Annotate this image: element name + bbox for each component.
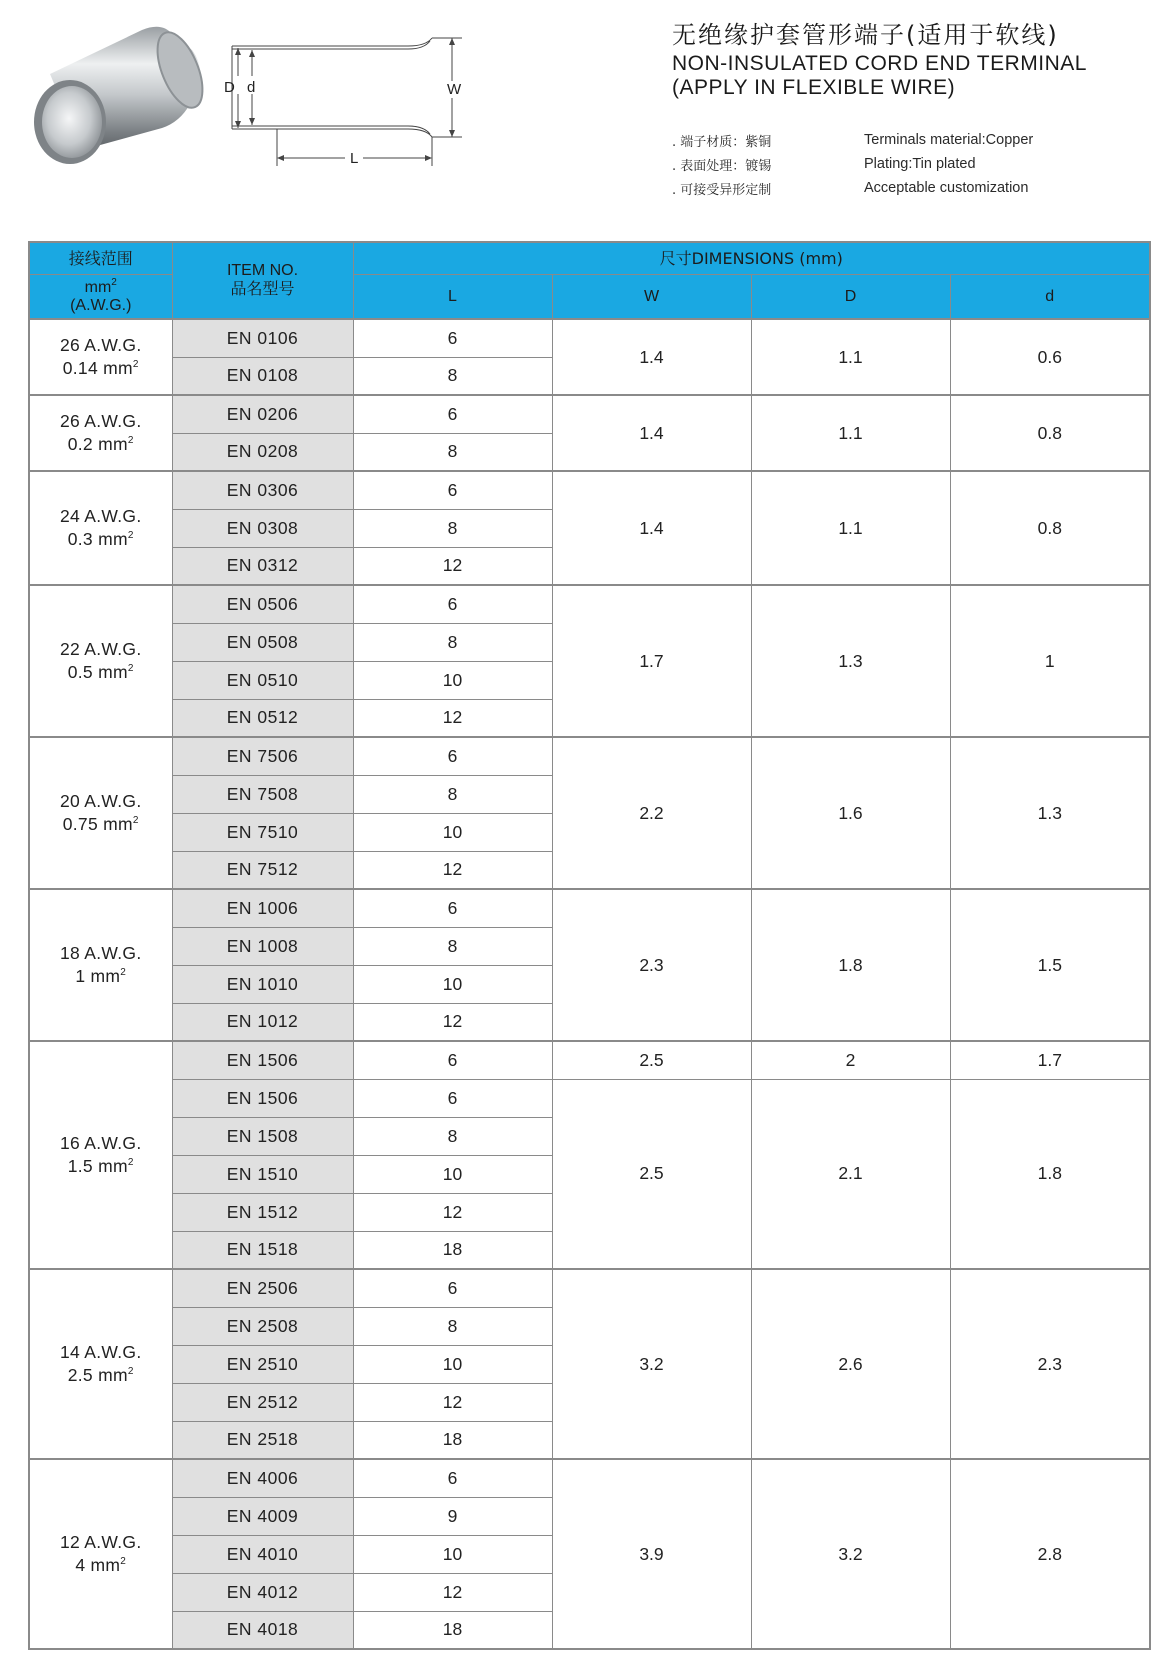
table-body (29, 319, 1150, 1649)
length-L-cell: 8 (353, 1307, 552, 1345)
outer-D-cell: 1.1 (751, 471, 950, 585)
title-english-line-2: (APPLY IN FLEXIBLE WIRE) (672, 76, 956, 99)
table-row (29, 1079, 1150, 1117)
outer-D-cell: 1.3 (751, 585, 950, 737)
mm-value: 1 mm (75, 966, 121, 986)
mm-label (30, 1554, 172, 1577)
inner-d-cell: 1.8 (950, 1079, 1150, 1269)
header-d: d (950, 275, 1150, 320)
header-D: D (751, 275, 950, 320)
length-L-cell: 6 (353, 471, 552, 509)
item-no-cell: EN 0208 (172, 433, 353, 471)
item-no-cell: EN 4010 (172, 1535, 353, 1573)
awg-label: 12 A.W.G. (60, 1532, 142, 1552)
length-L-cell: 8 (353, 927, 552, 965)
item-no-cell: EN 2510 (172, 1345, 353, 1383)
item-no-cell: EN 0108 (172, 357, 353, 395)
length-L-cell: 12 (353, 699, 552, 737)
item-no-cell: EN 7510 (172, 813, 353, 851)
item-no-cell: EN 1006 (172, 889, 353, 927)
length-L-cell: 8 (353, 357, 552, 395)
width-W-cell: 1.7 (552, 585, 751, 737)
wire-range-cell (29, 471, 172, 585)
length-L-cell: 10 (353, 813, 552, 851)
awg-label: 26 A.W.G. (60, 411, 142, 431)
length-L-cell: 10 (353, 661, 552, 699)
table-row (29, 395, 1150, 433)
width-W-cell: 3.2 (552, 1269, 751, 1459)
mm-superscript: 2 (127, 1366, 134, 1377)
label-L: L (350, 150, 359, 167)
wire-range-cell (29, 1041, 172, 1269)
mm-value: 0.5 mm (67, 662, 128, 682)
table-row (29, 471, 1150, 509)
mm-value: 2.5 mm (67, 1365, 128, 1385)
header-dimensions: 尺寸DIMENSIONS (mm) (353, 242, 1150, 275)
length-L-cell: 12 (353, 1193, 552, 1231)
length-L-cell: 8 (353, 509, 552, 547)
table-row (29, 1041, 1150, 1079)
label-D: D (224, 79, 235, 96)
item-no-cell: EN 1010 (172, 965, 353, 1003)
width-W-cell: 2.5 (552, 1041, 751, 1079)
header-item-zh: 品名型号 (230, 279, 295, 298)
item-no-cell: EN 0512 (172, 699, 353, 737)
item-no-cell: EN 0106 (172, 319, 353, 357)
item-no-cell: EN 0510 (172, 661, 353, 699)
wire-range-cell (29, 1269, 172, 1459)
wire-range-cell (29, 1459, 172, 1649)
mm-label (30, 813, 172, 836)
mm-superscript: 2 (127, 435, 134, 446)
wire-range-cell (29, 889, 172, 1041)
width-W-cell: 2.5 (552, 1079, 751, 1269)
mm-label (30, 1364, 172, 1387)
product-photo (22, 22, 202, 172)
awg-label: 16 A.W.G. (60, 1133, 142, 1153)
width-W-cell: 1.4 (552, 395, 751, 471)
item-no-cell: EN 0506 (172, 585, 353, 623)
outer-D-cell: 1.6 (751, 737, 950, 889)
outer-D-cell: 1.1 (751, 319, 950, 395)
mm-label (30, 357, 172, 380)
item-no-cell: EN 1506 (172, 1041, 353, 1079)
length-L-cell: 12 (353, 851, 552, 889)
length-L-cell: 10 (353, 1155, 552, 1193)
item-no-cell: EN 1008 (172, 927, 353, 965)
item-no-cell: EN 0206 (172, 395, 353, 433)
wire-range-cell (29, 395, 172, 471)
item-no-cell: EN 2518 (172, 1421, 353, 1459)
mm-superscript: 2 (127, 530, 134, 541)
length-L-cell: 8 (353, 433, 552, 471)
mm-superscript: 2 (132, 359, 139, 370)
header-W: W (552, 275, 751, 320)
awg-label: 22 A.W.G. (60, 639, 142, 659)
length-L-cell: 12 (353, 1003, 552, 1041)
outer-D-cell: 2.6 (751, 1269, 950, 1459)
mm-value: 4 mm (75, 1555, 121, 1575)
length-L-cell: 12 (353, 1383, 552, 1421)
mm-value: 0.14 mm (62, 358, 133, 378)
length-L-cell: 6 (353, 585, 552, 623)
length-L-cell: 18 (353, 1421, 552, 1459)
spec-table (28, 241, 1151, 1650)
item-no-cell: EN 0308 (172, 509, 353, 547)
outer-D-cell: 2.1 (751, 1079, 950, 1269)
width-W-cell: 1.4 (552, 471, 751, 585)
item-no-cell: EN 2506 (172, 1269, 353, 1307)
inner-d-cell: 1.5 (950, 889, 1150, 1041)
header-range-sup: 2 (111, 276, 117, 288)
item-no-cell: EN 7508 (172, 775, 353, 813)
length-L-cell: 6 (353, 1459, 552, 1497)
length-L-cell: 9 (353, 1497, 552, 1535)
item-no-cell: EN 7512 (172, 851, 353, 889)
length-L-cell: 6 (353, 1041, 552, 1079)
awg-label: 24 A.W.G. (60, 506, 142, 526)
awg-label: 18 A.W.G. (60, 943, 142, 963)
header-range-awg: (A.W.G.) (70, 296, 132, 314)
mm-label (30, 965, 172, 988)
item-no-cell: EN 2508 (172, 1307, 353, 1345)
mm-superscript: 2 (120, 1556, 127, 1567)
title-block (672, 18, 1152, 100)
item-no-cell: EN 4018 (172, 1611, 353, 1649)
length-L-cell: 10 (353, 1345, 552, 1383)
length-L-cell: 8 (353, 1117, 552, 1155)
inner-d-cell: 0.8 (950, 395, 1150, 471)
spec-label-zh: . 端子材质：紫铜 (672, 134, 772, 150)
item-no-cell: EN 0312 (172, 547, 353, 585)
table-row (29, 737, 1150, 775)
length-L-cell: 10 (353, 1535, 552, 1573)
spec-label-en: Terminals material:Copper (864, 132, 1034, 148)
wire-range-cell (29, 319, 172, 395)
length-L-cell: 8 (353, 623, 552, 661)
item-no-cell: EN 1508 (172, 1117, 353, 1155)
width-W-cell: 2.2 (552, 737, 751, 889)
spec-label-en: Plating:Tin plated (864, 156, 976, 172)
inner-d-cell: 1.3 (950, 737, 1150, 889)
mm-superscript: 2 (127, 1157, 134, 1168)
item-no-cell: EN 4012 (172, 1573, 353, 1611)
item-no-cell: EN 7506 (172, 737, 353, 775)
label-d: d (247, 79, 256, 96)
awg-label: 20 A.W.G. (60, 791, 142, 811)
length-L-cell: 6 (353, 395, 552, 433)
label-W: W (447, 81, 462, 98)
mm-value: 0.3 mm (67, 529, 128, 549)
length-L-cell: 6 (353, 1079, 552, 1117)
wire-range-cell (29, 585, 172, 737)
table-row (29, 1269, 1150, 1307)
table-row (29, 585, 1150, 623)
mm-value: 1.5 mm (67, 1156, 128, 1176)
length-L-cell: 12 (353, 547, 552, 585)
item-no-cell: EN 0508 (172, 623, 353, 661)
dimension-diagram (224, 36, 500, 186)
item-no-cell: EN 1518 (172, 1231, 353, 1269)
outer-D-cell: 2 (751, 1041, 950, 1079)
outer-D-cell: 1.8 (751, 889, 950, 1041)
item-no-cell: EN 1512 (172, 1193, 353, 1231)
item-no-cell: EN 0306 (172, 471, 353, 509)
header-range-zh: 接线范围 (29, 242, 172, 275)
spec-item (672, 128, 1033, 152)
header-L: L (353, 275, 552, 320)
width-W-cell: 2.3 (552, 889, 751, 1041)
width-W-cell: 3.9 (552, 1459, 751, 1649)
length-L-cell: 6 (353, 737, 552, 775)
item-no-cell: EN 4006 (172, 1459, 353, 1497)
length-L-cell: 12 (353, 1573, 552, 1611)
width-W-cell: 1.4 (552, 319, 751, 395)
inner-d-cell: 0.8 (950, 471, 1150, 585)
awg-label: 26 A.W.G. (60, 335, 142, 355)
mm-superscript: 2 (132, 815, 139, 826)
length-L-cell: 18 (353, 1611, 552, 1649)
item-no-cell: EN 1012 (172, 1003, 353, 1041)
outer-D-cell: 1.1 (751, 395, 950, 471)
item-no-cell: EN 2512 (172, 1383, 353, 1421)
inner-d-cell: 0.6 (950, 319, 1150, 395)
inner-d-cell: 1 (950, 585, 1150, 737)
header-item (172, 242, 353, 319)
inner-d-cell: 1.7 (950, 1041, 1150, 1079)
length-L-cell: 6 (353, 889, 552, 927)
mm-label (30, 1155, 172, 1178)
length-L-cell: 10 (353, 965, 552, 1003)
item-no-cell: EN 1506 (172, 1079, 353, 1117)
mm-superscript: 2 (120, 967, 127, 978)
length-L-cell: 18 (353, 1231, 552, 1269)
mm-label (30, 433, 172, 456)
length-L-cell: 8 (353, 775, 552, 813)
item-no-cell: EN 1510 (172, 1155, 353, 1193)
mm-label (30, 661, 172, 684)
header-item-en: ITEM NO. (226, 262, 299, 279)
outer-D-cell: 3.2 (751, 1459, 950, 1649)
length-L-cell: 6 (353, 1269, 552, 1307)
mm-superscript: 2 (127, 663, 134, 674)
item-no-cell: EN 4009 (172, 1497, 353, 1535)
mm-label (30, 528, 172, 551)
mm-value: 0.2 mm (67, 434, 128, 454)
spec-label-zh: . 表面处理：镀锡 (672, 158, 772, 174)
spec-item (672, 152, 1033, 176)
title-chinese: 无绝缘护套管形端子(适用于软线) (672, 21, 1059, 49)
table-row (29, 889, 1150, 927)
spec-label-en: Acceptable customization (864, 180, 1029, 196)
spec-label-zh: . 可接受异形定制 (672, 182, 772, 198)
inner-d-cell: 2.8 (950, 1459, 1150, 1649)
inner-d-cell: 2.3 (950, 1269, 1150, 1459)
table-row (29, 1459, 1150, 1497)
spec-item (672, 176, 1033, 200)
table-row (29, 319, 1150, 357)
header-range-mm: mm (84, 278, 112, 296)
mm-value: 0.75 mm (62, 814, 133, 834)
wire-range-cell (29, 737, 172, 889)
title-english-line-1: NON-INSULATED CORD END TERMINAL (672, 52, 1087, 75)
awg-label: 14 A.W.G. (60, 1342, 142, 1362)
spec-list (672, 128, 1033, 200)
length-L-cell: 6 (353, 319, 552, 357)
header-range-unit (29, 275, 172, 320)
